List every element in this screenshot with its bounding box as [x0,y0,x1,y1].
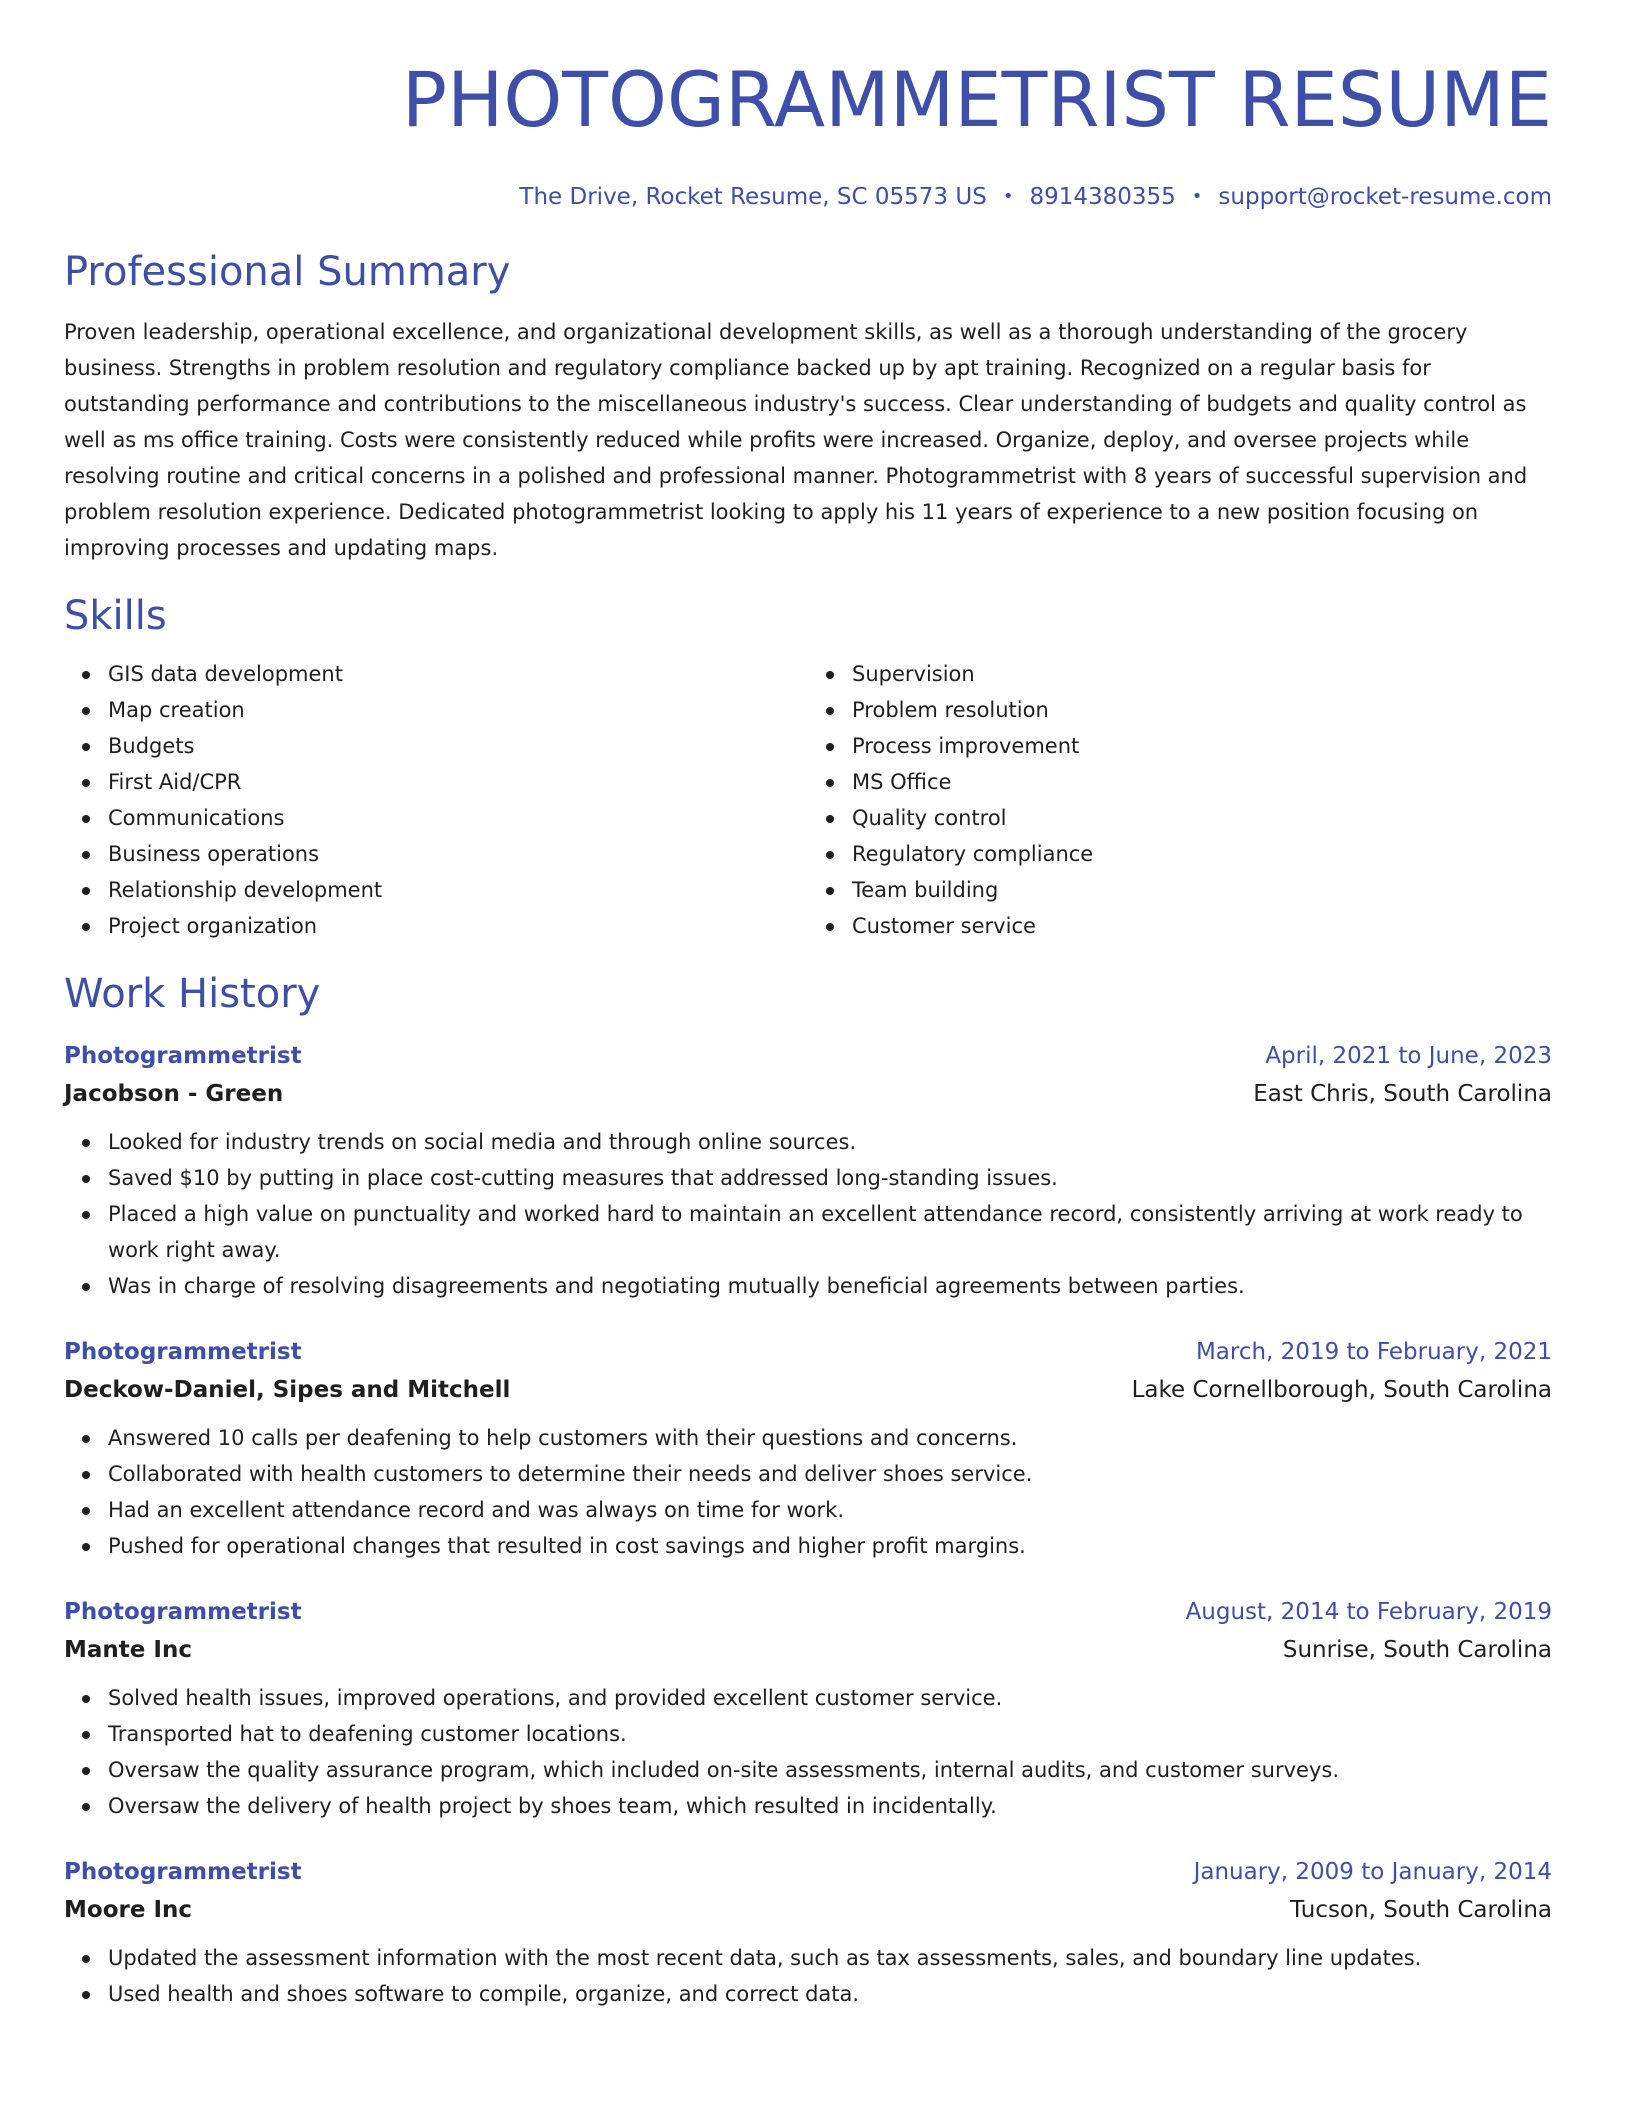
skill-item: Quality control [852,800,1552,836]
job-bullets [64,1940,1552,2012]
job-company: Deckow-Daniel, Sipes and Mitchell [64,1377,511,1403]
job-entry [64,1334,1552,1564]
job-bullets [64,1680,1552,1824]
job-bullet: Oversaw the quality assurance program, which included on-site assessments, internal audits, and customer surveys. [108,1752,1552,1788]
job-dates: August, 2014 to February, 2019 [1185,1599,1552,1625]
skill-item: Relationship development [108,872,808,908]
job-entry [64,1854,1552,2012]
skill-item: Process improvement [852,728,1552,764]
job-location: Lake Cornellborough, South Carolina [1131,1377,1552,1403]
skill-item: Map creation [108,692,808,728]
job-location: East Chris, South Carolina [1253,1081,1552,1107]
job-bullet: Saved $10 by putting in place cost-cutting measures that addressed long-standing issues. [108,1160,1552,1196]
job-company: Mante Inc [64,1637,192,1663]
job-entry [64,1038,1552,1304]
skill-item: Communications [108,800,808,836]
job-title-row [64,1038,1552,1074]
job-title-row [64,1854,1552,1890]
section-title-professional-summary: Professional Summary [64,249,511,295]
job-entry [64,1594,1552,1824]
job-bullets [64,1124,1552,1304]
job-company-row [64,1370,1552,1410]
job-bullet: Was in charge of resolving disagreements and negotiating mutually beneficial agreements between parties. [108,1268,1552,1304]
skill-item: First Aid/CPR [108,764,808,800]
skill-item: Supervision [852,656,1552,692]
job-bullet: Oversaw the delivery of health project by shoes team, which resulted in incidentally. [108,1788,1552,1824]
skill-item: Problem resolution [852,692,1552,728]
job-bullet: Placed a high value on punctuality and worked hard to maintain an excellent attendance record, consistently arriving at work ready to work right away. [108,1196,1552,1268]
job-bullet: Transported hat to deafening customer locations. [108,1716,1552,1752]
job-title-row [64,1334,1552,1370]
skills-column-right [808,656,1552,944]
contact-separator: • [1191,186,1203,207]
section-title-work-history: Work History [64,971,321,1017]
job-bullet: Looked for industry trends on social media and through online sources. [108,1124,1552,1160]
job-company: Jacobson - Green [64,1081,284,1107]
contact-phone: 8914380355 [1029,184,1176,210]
job-bullet: Solved health issues, improved operations, and provided excellent customer service. [108,1680,1552,1716]
job-dates: January, 2009 to January, 2014 [1193,1859,1552,1885]
professional-summary-section [64,246,1552,566]
job-location: Tucson, South Carolina [1290,1897,1552,1923]
job-title: Photogrammetrist [64,1339,302,1365]
job-title-row [64,1594,1552,1630]
skill-item: GIS data development [108,656,808,692]
job-location: Sunrise, South Carolina [1282,1637,1552,1663]
contact-line [64,182,1552,212]
job-bullet: Collaborated with health customers to determine their needs and deliver shoes service. [108,1456,1552,1492]
contact-separator: • [1002,186,1014,207]
section-title-skills: Skills [64,593,167,639]
job-title: Photogrammetrist [64,1859,302,1885]
job-company: Moore Inc [64,1897,193,1923]
contact-email: support@rocket-resume.com [1218,184,1552,210]
job-bullet: Used health and shoes software to compile, organize, and correct data. [108,1976,1552,2012]
skill-item: Project organization [108,908,808,944]
job-bullet: Pushed for operational changes that resulted in cost savings and higher profit margins. [108,1528,1552,1564]
work-history-section [64,968,1552,2012]
job-company-row [64,1630,1552,1670]
job-bullet: Had an excellent attendance record and was always on time for work. [108,1492,1552,1528]
skill-item: MS Office [852,764,1552,800]
skill-item: Budgets [108,728,808,764]
job-bullet: Updated the assessment information with the most recent data, such as tax assessments, sales, and boundary line updates. [108,1940,1552,1976]
job-title: Photogrammetrist [64,1599,302,1625]
skills-grid [64,656,1552,944]
skill-item: Regulatory compliance [852,836,1552,872]
summary-text: Proven leadership, operational excellence, and organizational development skills, as well as a thorough understanding of the grocery business. Strengths in problem resolution and regulatory compliance backed up by apt training. Recognized on a regular basis for outstanding performance and contributions to the miscellaneous industry's success. Clear understanding of budgets and quality control as well as ms office training. Costs were consistently reduced while profits were increased. Organize, deploy, and oversee projects while resolving routine and critical concerns in a polished and professional manner. Photogrammetrist with 8 years of successful supervision and problem resolution experience. Dedicated photogrammetrist looking to apply his 11 years of experience to a new position focusing on improving processes and updating maps. [64,320,1528,560]
contact-address: The Drive, Rocket Resume, SC 05573 US [519,184,987,210]
job-company-row [64,1890,1552,1930]
job-company-row [64,1074,1552,1114]
skill-item: Business operations [108,836,808,872]
resume-header [64,52,1552,212]
job-bullet: Answered 10 calls per deafening to help customers with their questions and concerns. [108,1420,1552,1456]
job-dates: April, 2021 to June, 2023 [1265,1043,1552,1069]
job-dates: March, 2019 to February, 2021 [1195,1339,1552,1365]
job-title: Photogrammetrist [64,1043,302,1069]
resume-title: PHOTOGRAMMETRIST RESUME [401,55,1552,144]
skills-column-left [64,656,808,944]
job-bullets [64,1420,1552,1564]
skill-item: Team building [852,872,1552,908]
skill-item: Customer service [852,908,1552,944]
skills-section [64,590,1552,944]
